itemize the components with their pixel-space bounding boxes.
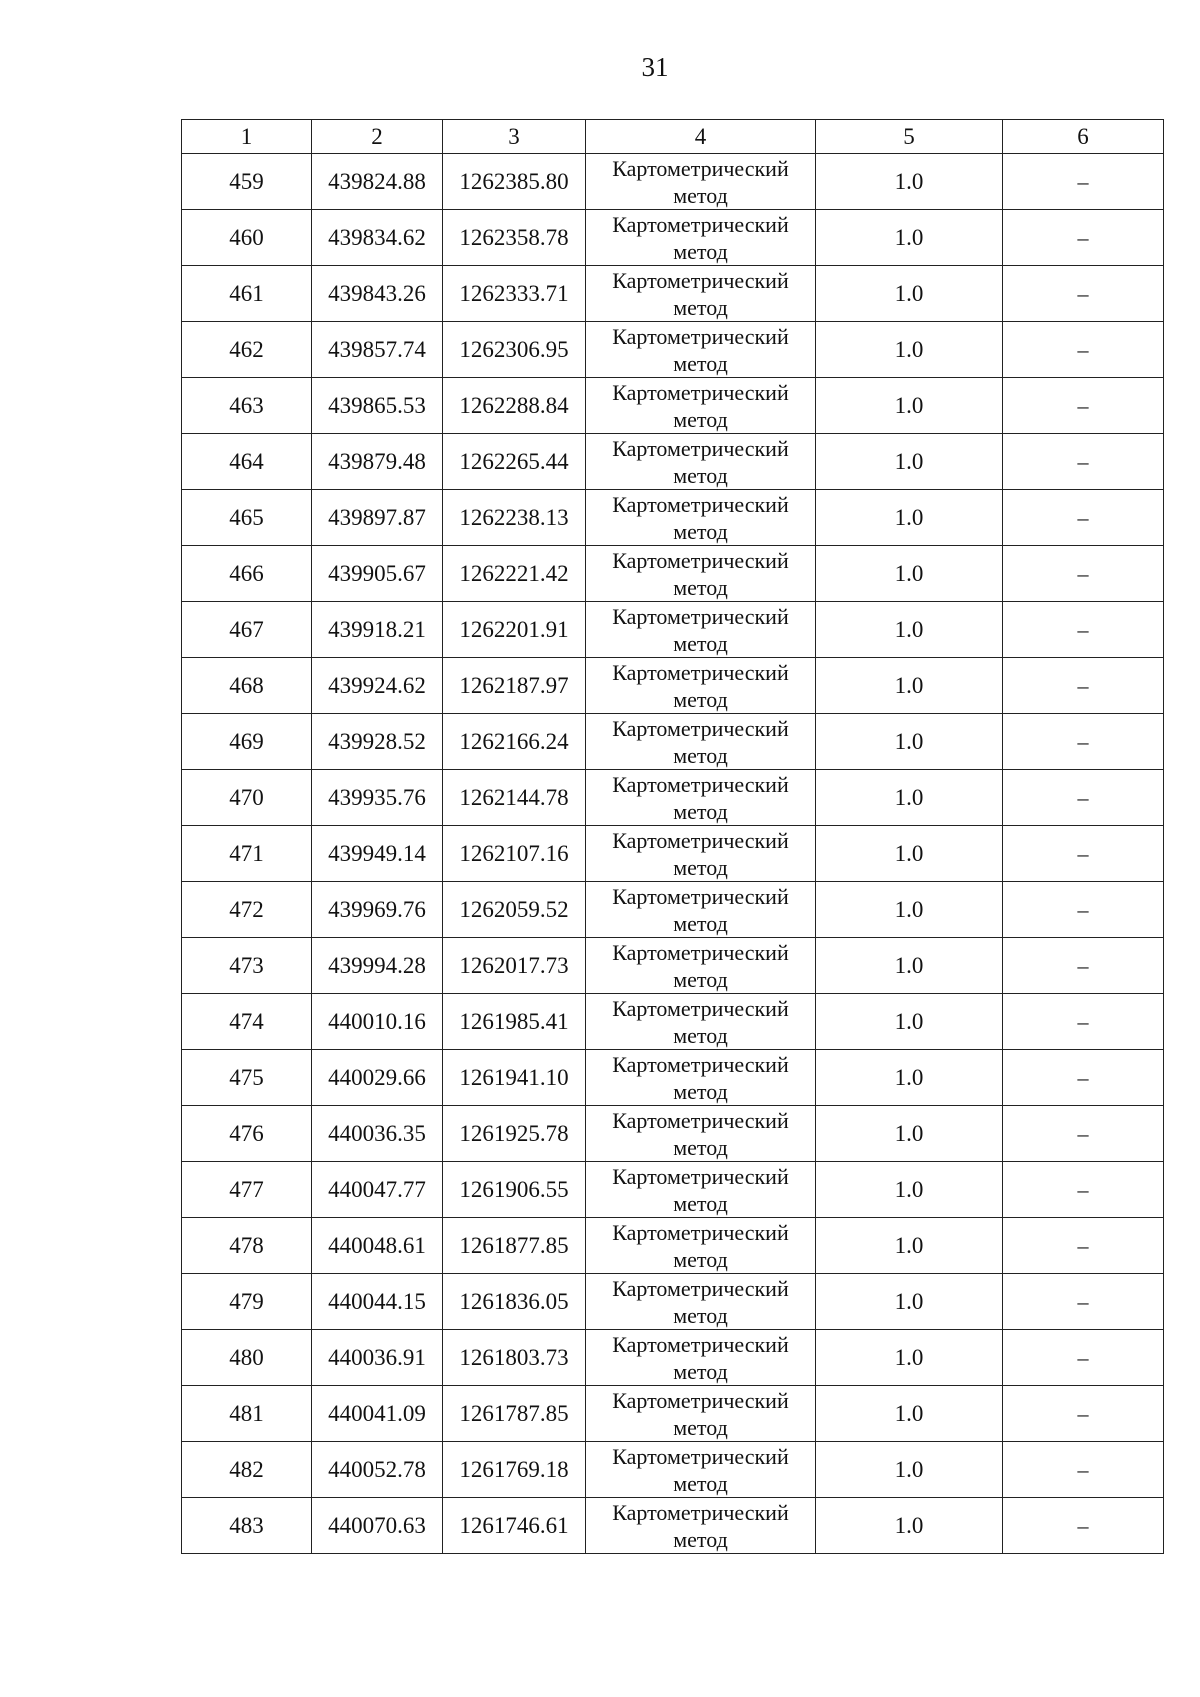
method-line-1: Картометрический xyxy=(612,883,789,909)
x-coordinate-cell: 439994.28 xyxy=(312,938,443,994)
accuracy-cell: 1.0 xyxy=(816,938,1003,994)
x-coordinate-cell: 439824.88 xyxy=(312,154,443,210)
point-number-cell: 463 xyxy=(182,378,312,434)
y-coordinate-cell: 1261836.05 xyxy=(443,1274,586,1330)
method-cell xyxy=(586,1330,816,1386)
x-coordinate-cell: 440048.61 xyxy=(312,1218,443,1274)
method-cell xyxy=(586,1498,816,1554)
method-cell xyxy=(586,994,816,1050)
table-row xyxy=(182,546,1164,602)
table-row xyxy=(182,490,1164,546)
table-row xyxy=(182,434,1164,490)
method-line-2: метод xyxy=(673,798,728,824)
note-cell: – xyxy=(1003,1218,1164,1274)
table-row xyxy=(182,1050,1164,1106)
table-row xyxy=(182,994,1164,1050)
table-body xyxy=(182,120,1164,1554)
method-cell xyxy=(586,1386,816,1442)
point-number-cell: 467 xyxy=(182,602,312,658)
accuracy-cell: 1.0 xyxy=(816,1162,1003,1218)
accuracy-cell: 1.0 xyxy=(816,1498,1003,1554)
header-cell: 6 xyxy=(1003,120,1164,154)
method-line-1: Картометрический xyxy=(612,1275,789,1301)
x-coordinate-cell: 439924.62 xyxy=(312,658,443,714)
accuracy-cell: 1.0 xyxy=(816,210,1003,266)
method-cell xyxy=(586,770,816,826)
accuracy-cell: 1.0 xyxy=(816,1050,1003,1106)
point-number-cell: 471 xyxy=(182,826,312,882)
method-line-2: метод xyxy=(673,1246,728,1272)
x-coordinate-cell: 439897.87 xyxy=(312,490,443,546)
point-number-cell: 476 xyxy=(182,1106,312,1162)
method-line-1: Картометрический xyxy=(612,659,789,685)
accuracy-cell: 1.0 xyxy=(816,994,1003,1050)
method-line-2: метод xyxy=(673,462,728,488)
note-cell: – xyxy=(1003,1274,1164,1330)
accuracy-cell: 1.0 xyxy=(816,1218,1003,1274)
x-coordinate-cell: 440052.78 xyxy=(312,1442,443,1498)
y-coordinate-cell: 1262059.52 xyxy=(443,882,586,938)
method-line-1: Картометрический xyxy=(612,1219,789,1245)
x-coordinate-cell: 439928.52 xyxy=(312,714,443,770)
method-cell xyxy=(586,210,816,266)
header-cell: 5 xyxy=(816,120,1003,154)
table-row xyxy=(182,378,1164,434)
x-coordinate-cell: 440047.77 xyxy=(312,1162,443,1218)
x-coordinate-cell: 440044.15 xyxy=(312,1274,443,1330)
point-number-cell: 473 xyxy=(182,938,312,994)
point-number-cell: 474 xyxy=(182,994,312,1050)
method-line-2: метод xyxy=(673,574,728,600)
method-cell xyxy=(586,1162,816,1218)
method-line-1: Картометрический xyxy=(612,155,789,181)
x-coordinate-cell: 439834.62 xyxy=(312,210,443,266)
method-line-1: Картометрический xyxy=(612,939,789,965)
table-row xyxy=(182,154,1164,210)
point-number-cell: 459 xyxy=(182,154,312,210)
method-line-1: Картометрический xyxy=(612,1387,789,1413)
note-cell: – xyxy=(1003,602,1164,658)
method-line-2: метод xyxy=(673,238,728,264)
note-cell: – xyxy=(1003,938,1164,994)
y-coordinate-cell: 1262017.73 xyxy=(443,938,586,994)
note-cell: – xyxy=(1003,994,1164,1050)
point-number-cell: 465 xyxy=(182,490,312,546)
method-cell xyxy=(586,322,816,378)
x-coordinate-cell: 439905.67 xyxy=(312,546,443,602)
accuracy-cell: 1.0 xyxy=(816,322,1003,378)
point-number-cell: 478 xyxy=(182,1218,312,1274)
method-line-1: Картометрический xyxy=(612,323,789,349)
y-coordinate-cell: 1262107.16 xyxy=(443,826,586,882)
note-cell: – xyxy=(1003,210,1164,266)
y-coordinate-cell: 1262385.80 xyxy=(443,154,586,210)
note-cell: – xyxy=(1003,1162,1164,1218)
y-coordinate-cell: 1262144.78 xyxy=(443,770,586,826)
point-number-cell: 461 xyxy=(182,266,312,322)
y-coordinate-cell: 1262166.24 xyxy=(443,714,586,770)
method-line-2: метод xyxy=(673,910,728,936)
table-row xyxy=(182,322,1164,378)
method-line-1: Картометрический xyxy=(612,827,789,853)
y-coordinate-cell: 1262187.97 xyxy=(443,658,586,714)
x-coordinate-cell: 439949.14 xyxy=(312,826,443,882)
note-cell: – xyxy=(1003,266,1164,322)
method-line-1: Картометрический xyxy=(612,995,789,1021)
method-line-1: Картометрический xyxy=(612,491,789,517)
x-coordinate-cell: 439935.76 xyxy=(312,770,443,826)
note-cell: – xyxy=(1003,1050,1164,1106)
table-row xyxy=(182,658,1164,714)
table-row xyxy=(182,602,1164,658)
table-row xyxy=(182,1386,1164,1442)
method-line-1: Картометрический xyxy=(612,435,789,461)
x-coordinate-cell: 439857.74 xyxy=(312,322,443,378)
method-line-2: метод xyxy=(673,854,728,880)
point-number-cell: 462 xyxy=(182,322,312,378)
point-number-cell: 468 xyxy=(182,658,312,714)
y-coordinate-cell: 1262306.95 xyxy=(443,322,586,378)
note-cell: – xyxy=(1003,546,1164,602)
y-coordinate-cell: 1262201.91 xyxy=(443,602,586,658)
y-coordinate-cell: 1262221.42 xyxy=(443,546,586,602)
point-number-cell: 466 xyxy=(182,546,312,602)
header-cell: 2 xyxy=(312,120,443,154)
method-line-2: метод xyxy=(673,1470,728,1496)
table-row xyxy=(182,1162,1164,1218)
y-coordinate-cell: 1261746.61 xyxy=(443,1498,586,1554)
accuracy-cell: 1.0 xyxy=(816,546,1003,602)
y-coordinate-cell: 1262238.13 xyxy=(443,490,586,546)
y-coordinate-cell: 1261906.55 xyxy=(443,1162,586,1218)
table-row xyxy=(182,1218,1164,1274)
method-line-1: Картометрический xyxy=(612,379,789,405)
method-line-2: метод xyxy=(673,350,728,376)
method-line-2: метод xyxy=(673,1190,728,1216)
x-coordinate-cell: 439918.21 xyxy=(312,602,443,658)
x-coordinate-cell: 440029.66 xyxy=(312,1050,443,1106)
accuracy-cell: 1.0 xyxy=(816,154,1003,210)
y-coordinate-cell: 1262358.78 xyxy=(443,210,586,266)
accuracy-cell: 1.0 xyxy=(816,658,1003,714)
method-line-2: метод xyxy=(673,742,728,768)
point-number-cell: 480 xyxy=(182,1330,312,1386)
point-number-cell: 460 xyxy=(182,210,312,266)
method-cell xyxy=(586,154,816,210)
method-line-1: Картометрический xyxy=(612,1499,789,1525)
method-line-2: метод xyxy=(673,630,728,656)
accuracy-cell: 1.0 xyxy=(816,602,1003,658)
x-coordinate-cell: 440036.35 xyxy=(312,1106,443,1162)
note-cell: – xyxy=(1003,882,1164,938)
y-coordinate-cell: 1261787.85 xyxy=(443,1386,586,1442)
x-coordinate-cell: 440036.91 xyxy=(312,1330,443,1386)
table-row xyxy=(182,938,1164,994)
note-cell: – xyxy=(1003,1386,1164,1442)
point-number-cell: 464 xyxy=(182,434,312,490)
accuracy-cell: 1.0 xyxy=(816,714,1003,770)
method-line-2: метод xyxy=(673,1526,728,1552)
point-number-cell: 477 xyxy=(182,1162,312,1218)
method-line-1: Картометрический xyxy=(612,715,789,741)
y-coordinate-cell: 1261941.10 xyxy=(443,1050,586,1106)
method-cell xyxy=(586,434,816,490)
method-line-1: Картометрический xyxy=(612,1331,789,1357)
point-number-cell: 469 xyxy=(182,714,312,770)
table-row xyxy=(182,714,1164,770)
x-coordinate-cell: 439969.76 xyxy=(312,882,443,938)
point-number-cell: 470 xyxy=(182,770,312,826)
table-row xyxy=(182,1106,1164,1162)
method-line-2: метод xyxy=(673,406,728,432)
method-cell xyxy=(586,602,816,658)
table-row xyxy=(182,1330,1164,1386)
method-line-2: метод xyxy=(673,518,728,544)
accuracy-cell: 1.0 xyxy=(816,882,1003,938)
note-cell: – xyxy=(1003,1330,1164,1386)
point-number-cell: 475 xyxy=(182,1050,312,1106)
point-number-cell: 479 xyxy=(182,1274,312,1330)
method-line-1: Картометрический xyxy=(612,1163,789,1189)
method-cell xyxy=(586,266,816,322)
y-coordinate-cell: 1261925.78 xyxy=(443,1106,586,1162)
table-row xyxy=(182,1442,1164,1498)
note-cell: – xyxy=(1003,714,1164,770)
accuracy-cell: 1.0 xyxy=(816,490,1003,546)
method-line-2: метод xyxy=(673,966,728,992)
point-number-cell: 481 xyxy=(182,1386,312,1442)
table-row xyxy=(182,826,1164,882)
note-cell: – xyxy=(1003,154,1164,210)
y-coordinate-cell: 1262333.71 xyxy=(443,266,586,322)
method-line-2: метод xyxy=(673,182,728,208)
x-coordinate-cell: 440070.63 xyxy=(312,1498,443,1554)
x-coordinate-cell: 440041.09 xyxy=(312,1386,443,1442)
table-row xyxy=(182,266,1164,322)
method-line-2: метод xyxy=(673,1022,728,1048)
note-cell: – xyxy=(1003,658,1164,714)
x-coordinate-cell: 440010.16 xyxy=(312,994,443,1050)
accuracy-cell: 1.0 xyxy=(816,1106,1003,1162)
note-cell: – xyxy=(1003,1106,1164,1162)
note-cell: – xyxy=(1003,826,1164,882)
point-number-cell: 483 xyxy=(182,1498,312,1554)
point-number-cell: 472 xyxy=(182,882,312,938)
coordinates-table xyxy=(181,119,1164,1554)
method-line-2: метод xyxy=(673,1414,728,1440)
method-line-1: Картометрический xyxy=(612,267,789,293)
method-line-2: метод xyxy=(673,294,728,320)
note-cell: – xyxy=(1003,322,1164,378)
method-line-1: Картометрический xyxy=(612,603,789,629)
method-line-2: метод xyxy=(673,1302,728,1328)
accuracy-cell: 1.0 xyxy=(816,1330,1003,1386)
y-coordinate-cell: 1262265.44 xyxy=(443,434,586,490)
method-line-2: метод xyxy=(673,686,728,712)
header-cell: 1 xyxy=(182,120,312,154)
header-cell: 3 xyxy=(443,120,586,154)
note-cell: – xyxy=(1003,490,1164,546)
method-line-1: Картометрический xyxy=(612,211,789,237)
y-coordinate-cell: 1261985.41 xyxy=(443,994,586,1050)
note-cell: – xyxy=(1003,1442,1164,1498)
method-line-1: Картометрический xyxy=(612,547,789,573)
y-coordinate-cell: 1261803.73 xyxy=(443,1330,586,1386)
page-number: 31 xyxy=(641,52,669,82)
point-number-cell: 482 xyxy=(182,1442,312,1498)
x-coordinate-cell: 439865.53 xyxy=(312,378,443,434)
accuracy-cell: 1.0 xyxy=(816,1386,1003,1442)
y-coordinate-cell: 1261769.18 xyxy=(443,1442,586,1498)
method-cell xyxy=(586,714,816,770)
x-coordinate-cell: 439843.26 xyxy=(312,266,443,322)
method-cell xyxy=(586,1274,816,1330)
table-header-row xyxy=(182,120,1164,154)
note-cell: – xyxy=(1003,434,1164,490)
method-line-1: Картометрический xyxy=(612,1051,789,1077)
x-coordinate-cell: 439879.48 xyxy=(312,434,443,490)
method-cell xyxy=(586,882,816,938)
table-row xyxy=(182,882,1164,938)
method-cell xyxy=(586,1218,816,1274)
accuracy-cell: 1.0 xyxy=(816,826,1003,882)
table-row xyxy=(182,210,1164,266)
table-row xyxy=(182,1498,1164,1554)
method-cell xyxy=(586,658,816,714)
method-cell xyxy=(586,826,816,882)
header-cell: 4 xyxy=(586,120,816,154)
method-line-2: метод xyxy=(673,1134,728,1160)
accuracy-cell: 1.0 xyxy=(816,266,1003,322)
y-coordinate-cell: 1261877.85 xyxy=(443,1218,586,1274)
method-cell xyxy=(586,1050,816,1106)
method-line-1: Картометрический xyxy=(612,1443,789,1469)
method-line-1: Картометрический xyxy=(612,1107,789,1133)
method-line-2: метод xyxy=(673,1358,728,1384)
accuracy-cell: 1.0 xyxy=(816,770,1003,826)
note-cell: – xyxy=(1003,770,1164,826)
table-row xyxy=(182,1274,1164,1330)
accuracy-cell: 1.0 xyxy=(816,1274,1003,1330)
method-cell xyxy=(586,378,816,434)
y-coordinate-cell: 1262288.84 xyxy=(443,378,586,434)
method-line-2: метод xyxy=(673,1078,728,1104)
method-cell xyxy=(586,938,816,994)
accuracy-cell: 1.0 xyxy=(816,434,1003,490)
note-cell: – xyxy=(1003,1498,1164,1554)
method-line-1: Картометрический xyxy=(612,771,789,797)
method-cell xyxy=(586,1442,816,1498)
table-row xyxy=(182,770,1164,826)
method-cell xyxy=(586,490,816,546)
method-cell xyxy=(586,546,816,602)
note-cell: – xyxy=(1003,378,1164,434)
accuracy-cell: 1.0 xyxy=(816,378,1003,434)
method-cell xyxy=(586,1106,816,1162)
accuracy-cell: 1.0 xyxy=(816,1442,1003,1498)
